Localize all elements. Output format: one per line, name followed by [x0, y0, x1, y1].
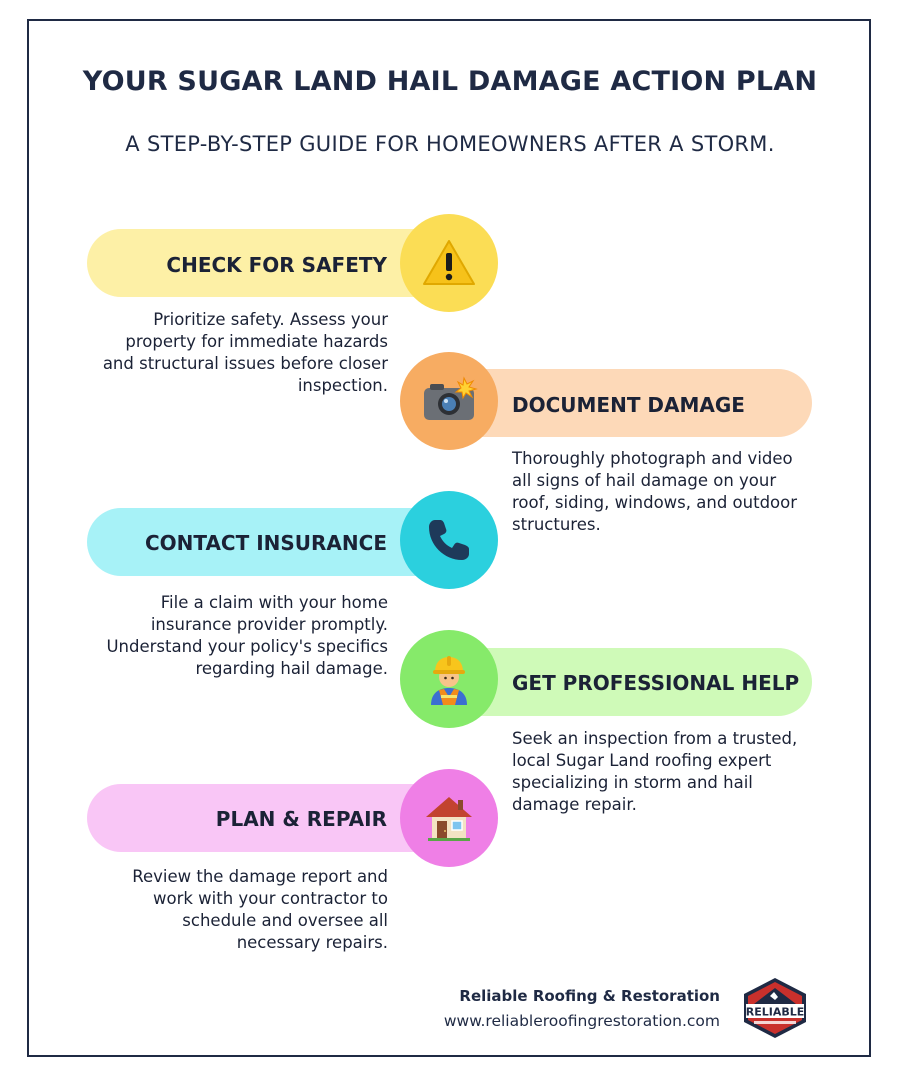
step-2-badge: [400, 352, 498, 450]
step-4-description: Seek an inspection from a trusted, local Sugar Land roofing expert specializing in storm and hail damage repair.: [512, 729, 798, 814]
step-2-label: DOCUMENT DAMAGE: [512, 393, 745, 417]
logo-text: RELIABLE: [745, 1005, 805, 1019]
company-url[interactable]: www.reliableroofingrestoration.com: [443, 1012, 720, 1030]
page-subtitle: A STEP-BY-STEP GUIDE FOR HOMEOWNERS AFTER A STORM.: [125, 132, 775, 156]
company-logo: [740, 976, 810, 1040]
step-3-badge: [400, 491, 498, 589]
company-name: Reliable Roofing & Restoration: [459, 987, 720, 1005]
step-5-label: PLAN & REPAIR: [215, 807, 387, 831]
step-4-label: GET PROFESSIONAL HELP: [512, 671, 800, 695]
step-5-description: Review the damage report and work with your contractor to schedule and oversee all necessary repairs.: [132, 867, 388, 952]
step-2-description: Thoroughly photograph and video all signs of hail damage on your roof, siding, windows, and outdoor structures.: [512, 449, 798, 534]
step-3-description: File a claim with your home insurance provider promptly. Understand your policy's specifics regarding hail damage.: [106, 593, 388, 678]
logo-badge-icon: [740, 976, 810, 1040]
step-5-badge: [400, 769, 498, 867]
page-title: YOUR SUGAR LAND HAIL DAMAGE ACTION PLAN: [82, 66, 818, 97]
camera-flash-icon: [420, 376, 478, 426]
step-4-badge: [400, 630, 498, 728]
telephone-icon: [426, 517, 472, 563]
step-1-label: CHECK FOR SAFETY: [166, 253, 387, 277]
construction-worker-icon: [427, 653, 471, 705]
step-1-badge: [400, 214, 498, 312]
warning-icon: [421, 238, 477, 288]
step-1-description: Prioritize safety. Assess your property for immediate hazards and structural issues before closer inspection.: [102, 310, 388, 395]
house-icon: [424, 794, 474, 842]
step-3-label: CONTACT INSURANCE: [144, 531, 387, 555]
